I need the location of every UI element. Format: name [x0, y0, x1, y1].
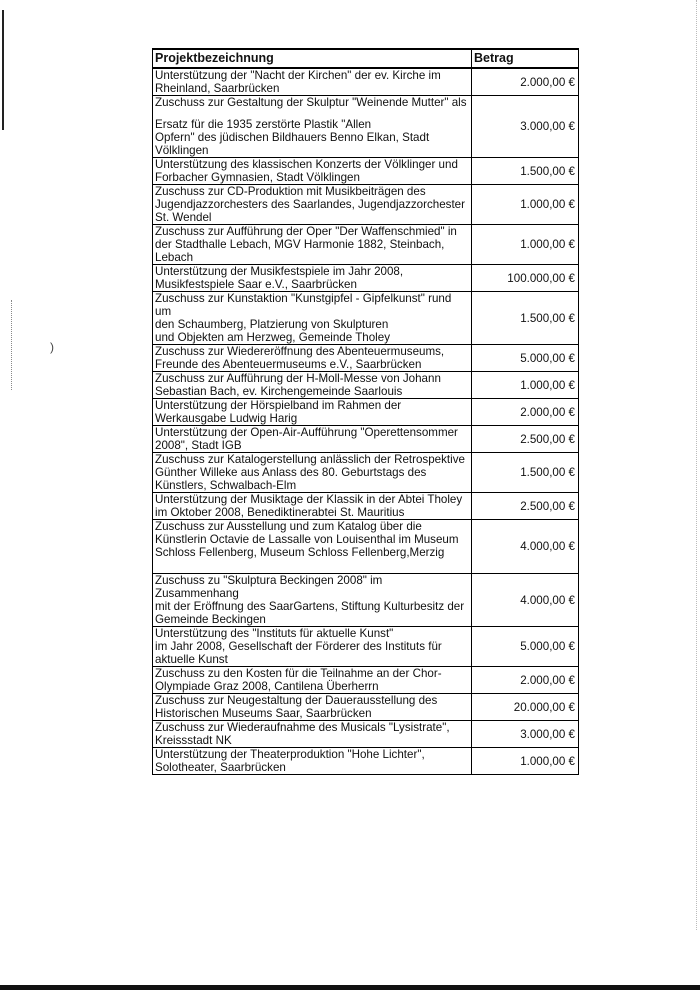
project-description-line: der Stadthalle Lebach, MGV Harmonie 1882, Steinbach,: [155, 238, 445, 251]
project-description-line: Rheinland, Saarbrücken: [155, 82, 280, 95]
table-row: [153, 345, 579, 372]
project-description-line: Zuschuss zu den Kosten für die Teilnahme an der Chor-: [155, 667, 442, 680]
project-description: [153, 493, 472, 520]
project-description-line: Günther Willeke aus Anlass des 80. Geburtstags des: [155, 466, 427, 479]
project-description: [153, 372, 472, 399]
project-amount: 1.000,00 €: [472, 748, 579, 775]
project-description: [153, 426, 472, 453]
project-amount: 3.000,00 €: [472, 721, 579, 748]
project-amount: 1.500,00 €: [472, 158, 579, 185]
project-description-line: und Objekten am Herzweg, Gemeinde Tholey: [155, 331, 391, 344]
project-description-line: Schloss Fellenberg, Museum Schloss Fellenberg,Merzig: [155, 546, 445, 559]
project-description-line: Unterstützung der Hörspielband im Rahmen der: [155, 399, 402, 412]
table-row: [153, 520, 579, 574]
project-amount: 5.000,00 €: [472, 627, 579, 667]
project-description-line: Unterstützung des klassischen Konzerts der Völklinger und: [155, 158, 458, 171]
project-description-line: mit der Eröffnung des SaarGartens, Stiftung Kulturbesitz der: [155, 600, 465, 613]
project-description: [153, 225, 472, 265]
project-description: [153, 694, 472, 721]
table-row: [153, 68, 579, 96]
project-amount: 20.000,00 €: [472, 694, 579, 721]
project-description-line: Zuschuss zur Katalogerstellung anlässlich der Retrospektive: [155, 453, 465, 466]
table-row: [153, 265, 579, 292]
project-description: [153, 574, 472, 627]
project-amount: 1.000,00 €: [472, 372, 579, 399]
scan-bottom-edge: [0, 985, 700, 990]
project-description: [153, 399, 472, 426]
project-description-line: Zuschuss zur Kunstaktion "Kunstgipfel - Gipfelkunst" rund: [155, 292, 452, 305]
project-description: [153, 292, 472, 345]
project-amount: 4.000,00 €: [472, 520, 579, 574]
project-description-line: Künstlerin Octavie de Lassalle von Louisenthal im Museum: [155, 533, 459, 546]
project-description-line: Werkausgabe Ludwig Harig: [155, 412, 298, 425]
project-description-line: Forbacher Gymnasien, Stadt Völklingen: [155, 171, 360, 184]
project-description-line: Unterstützung der Open-Air-Aufführung "Operettensommer: [155, 426, 458, 439]
project-description-line: den Schaumberg, Platzierung von Skulpturen: [155, 318, 389, 331]
project-description-line: im Oktober 2008, Benediktinerabtei St. Mauritius: [155, 506, 405, 519]
table-row: [153, 721, 579, 748]
project-description-line: Unterstützung der Theaterproduktion "Hohe Lichter",: [155, 748, 425, 761]
project-description: [153, 721, 472, 748]
project-amount: 2.500,00 €: [472, 426, 579, 453]
project-amount: 4.000,00 €: [472, 574, 579, 627]
project-description-line: Völklingen: [155, 144, 209, 157]
project-description-line: Lebach: [155, 251, 194, 264]
scan-stray-mark: ): [50, 340, 54, 354]
project-description-line: St. Wendel: [155, 211, 212, 224]
project-description: [153, 96, 472, 158]
header-amount: Betrag: [472, 49, 579, 68]
project-description-line: Unterstützung des "Instituts für aktuelle Kunst": [155, 627, 394, 640]
project-description-line: Historischen Museums Saar, Saarbrücken: [155, 707, 372, 720]
project-description: [153, 185, 472, 225]
project-description: [153, 627, 472, 667]
project-description-line: aktuelle Kunst: [155, 653, 228, 666]
project-amount: 2.000,00 €: [472, 667, 579, 694]
table-row: [153, 493, 579, 520]
project-description-line: um: [155, 305, 172, 318]
table-row: [153, 185, 579, 225]
project-description-line: Freunde des Abenteuermuseums e.V., Saarbrücken: [155, 358, 422, 371]
project-amount: 1.000,00 €: [472, 185, 579, 225]
table-row: [153, 574, 579, 627]
project-description-line: Unterstützung der "Nacht der Kirchen" der ev. Kirche im: [155, 69, 441, 82]
project-description-line: Zuschuss zur Aufführung der Oper "Der Waffenschmied" in: [155, 225, 457, 238]
project-description: [153, 520, 472, 574]
project-amount: 5.000,00 €: [472, 345, 579, 372]
project-description: [153, 667, 472, 694]
table-row: [153, 748, 579, 775]
header-project: Projektbezeichnung: [153, 49, 472, 68]
table-row: [153, 158, 579, 185]
project-amount: 1.000,00 €: [472, 225, 579, 265]
project-description-line: Zuschuss zur Ausstellung und zum Katalog über die: [155, 520, 422, 533]
table-body: [153, 68, 579, 775]
project-description-line: Zuschuss zur Wiedereröffnung des Abenteuermuseums,: [155, 345, 445, 358]
project-description-line: Ersatz für die 1935 zerstörte Plastik "Allen: [155, 118, 372, 131]
project-description-line: Zuschuss zur Neugestaltung der Dauerausstellung des: [155, 694, 438, 707]
project-description-line: Zuschuss zur Gestaltung der Skulptur "Weinende Mutter" als: [155, 96, 467, 109]
table-row: [153, 453, 579, 493]
table-row: [153, 667, 579, 694]
project-description: [153, 158, 472, 185]
project-description: [153, 453, 472, 493]
project-amount: 2.000,00 €: [472, 68, 579, 96]
scan-dotted-mark: [11, 300, 13, 390]
project-description-line: Sebastian Bach, ev. Kirchengemeinde Saarlouis: [155, 385, 403, 398]
project-description: [153, 68, 472, 96]
project-description-line: Jugendjazzorchesters des Saarlandes, Jugendjazzorchester: [155, 198, 465, 211]
project-description-line: Opfern" des jüdischen Bildhauers Benno Elkan, Stadt: [155, 131, 430, 144]
project-description-line: Zuschuss zu "Skulptura Beckingen 2008" im: [155, 574, 383, 587]
scan-right-edge: [696, 0, 698, 930]
project-amount: 2.500,00 €: [472, 493, 579, 520]
project-description-line: 2008", Stadt IGB: [155, 439, 242, 452]
project-description-line: im Jahr 2008, Gesellschaft der Förderer des Instituts für: [155, 640, 442, 653]
table-row: [153, 627, 579, 667]
table-row: [153, 292, 579, 345]
project-description-line: Kreissstadt NK: [155, 734, 232, 747]
project-amount: 100.000,00 €: [472, 265, 579, 292]
project-description-line: Zusammenhang: [155, 587, 239, 600]
project-description-line: Zuschuss zur CD-Produktion mit Musikbeiträgen des: [155, 185, 426, 198]
project-amount: 2.000,00 €: [472, 399, 579, 426]
project-amount: 1.500,00 €: [472, 453, 579, 493]
table-row: [153, 399, 579, 426]
project-description: [153, 265, 472, 292]
project-description-line: Zuschuss zur Aufführung der H-Moll-Messe von Johann: [155, 372, 441, 385]
project-description-line: Gemeinde Beckingen: [155, 613, 266, 626]
project-description: [153, 345, 472, 372]
table-row: [153, 426, 579, 453]
project-description-line: Musikfestspiele Saar e.V., Saarbrücken: [155, 278, 357, 291]
project-amount: 3.000,00 €: [472, 96, 579, 158]
table-row: [153, 225, 579, 265]
table-row: [153, 372, 579, 399]
project-description-line: Zuschuss zur Wiederaufnahme des Musicals "Lysistrate",: [155, 721, 450, 734]
project-description: [153, 748, 472, 775]
table-row: [153, 694, 579, 721]
funding-table: [152, 48, 579, 775]
table-header-row: [153, 49, 579, 68]
project-amount: 1.500,00 €: [472, 292, 579, 345]
scan-edge-mark: [2, 10, 4, 130]
project-description-line: Olympiade Graz 2008, Cantilena Überherrn: [155, 680, 379, 693]
project-description-line: Unterstützung der Musiktage der Klassik in der Abtei Tholey: [155, 493, 463, 506]
project-description-line: Solotheater, Saarbrücken: [155, 761, 286, 774]
table-row: [153, 96, 579, 158]
project-description-line: Künstlers, Schwalbach-Elm: [155, 479, 297, 492]
project-description-line: Unterstützung der Musikfestspiele im Jahr 2008,: [155, 265, 404, 278]
